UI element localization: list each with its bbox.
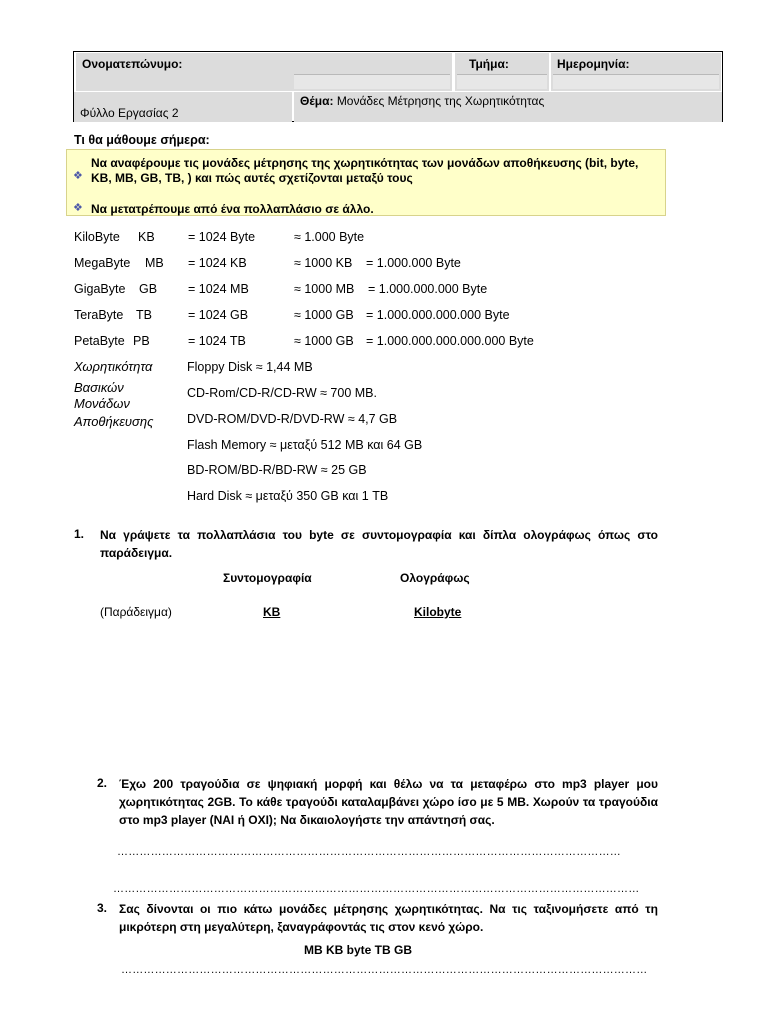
- unit-exact: = 1.000.000.000.000 Byte: [366, 308, 510, 322]
- unit-eq: = 1024 Byte: [188, 230, 256, 244]
- unit-name: GigaByte: [74, 282, 126, 296]
- media-flash: Flash Memory ≈ μεταξύ 512 MB και 64 GB: [187, 438, 423, 452]
- media-dvd: DVD-ROM/DVD-R/DVD-RW ≈ 4,7 GB: [187, 412, 398, 426]
- media-floppy: Floppy Disk ≈ 1,44 MB: [187, 360, 313, 374]
- exercise-2-text: Έχω 200 τραγούδια σε ψηφιακή μορφή και θέλω να τα μεταφέρω στο mp3 player μου χωρητικότητας 2GB. Το κάθε τραγούδι καταλαμβάνει χώρο ίσο με 5 MB. Χωρούν τα τραγούδια στο mp3 player (ΝΑΙ ή ΟΧΙ); Να δικαιολογήστε την απάντησή σας.: [119, 777, 658, 827]
- exercise-3-number: 3.: [97, 901, 108, 915]
- goal-1-line-2: KB, MB, GB, TB, ) και πώς αυτές σχετίζονται μεταξύ τους: [91, 171, 413, 185]
- goal-2: Να μετατρέπουμε από ένα πολλαπλάσιο σε άλλο.: [91, 202, 374, 216]
- unit-exact: = 1.000.000.000.000.000 Byte: [366, 334, 534, 348]
- column-abbreviation: Συντομογραφία: [223, 571, 312, 585]
- media-cd: CD-Rom/CD-R/CD-RW ≈ 700 MB.: [187, 386, 377, 400]
- name-cell[interactable]: [76, 53, 452, 91]
- unit-eq: = 1024 MB: [188, 282, 249, 296]
- capacity-label: Χωρητικότητα: [74, 359, 153, 374]
- diamond-bullet-icon: ❖: [73, 202, 83, 214]
- column-full-name: Ολογράφως: [400, 571, 470, 585]
- unit-approx: ≈ 1.000 Byte: [294, 230, 365, 244]
- unit-approx: ≈ 1000 KB: [294, 256, 353, 270]
- exercise-3-text: Σας δίνονται οι πιο κάτω μονάδες μέτρησης χωρητικότητας. Να τις ταξινομήσετε από τη μικρότερη στη μεγαλύτερη, ξαναγράφοντάς τις στον κενό χώρο.: [119, 902, 658, 934]
- exercise-2-number: 2.: [97, 776, 108, 790]
- department-cell[interactable]: [455, 53, 549, 91]
- answer-line[interactable]: ……………………………………………………………………………………………………………………………: [113, 883, 640, 895]
- goal-1-line-1: Να αναφέρουμε τις μονάδες μέτρησης της χωρητικότητας των μονάδων αποθήκευσης (bit, byte,: [91, 156, 639, 170]
- unit-eq: = 1024 TB: [188, 334, 246, 348]
- unit-abbr: GB: [139, 282, 158, 296]
- unit-approx: ≈ 1000 MB: [294, 282, 355, 296]
- answer-line[interactable]: ……………………………………………………………………………………………………………………………: [121, 964, 648, 976]
- example-abbreviation: KB: [263, 605, 281, 619]
- unit-abbr: KB: [138, 230, 155, 244]
- capacity-label: Βασικών: [74, 380, 124, 395]
- answer-line[interactable]: ………………………………………………………………………………………………………………………: [117, 846, 621, 858]
- intro-title: Τι θα μάθουμε σήμερα:: [74, 133, 210, 147]
- unit-exact: = 1.000.000 Byte: [366, 256, 461, 270]
- exercise-1-number: 1.: [74, 527, 85, 541]
- media-harddisk: Hard Disk ≈ μεταξύ 350 GB και 1 TB: [187, 489, 389, 503]
- unit-eq: = 1024 GB: [188, 308, 249, 322]
- worksheet-cell: [74, 92, 292, 122]
- date-cell[interactable]: [551, 53, 721, 91]
- name-label: Ονοματεπώνυμο:: [82, 57, 183, 71]
- unit-name: TeraByte: [74, 308, 124, 322]
- unit-abbr: MB: [145, 256, 164, 270]
- unit-approx: ≈ 1000 GB: [294, 334, 354, 348]
- worksheet-label: Φύλλο Εργασίας 2: [80, 106, 179, 120]
- date-label: Ημερομηνία:: [557, 57, 630, 71]
- diamond-bullet-icon: ❖: [73, 170, 83, 182]
- example-label: (Παράδειγμα): [100, 605, 172, 619]
- exercise-1-text: Να γράψετε τα πολλαπλάσια του byte σε συντομογραφία και δίπλα ολογράφως όπως στο παράδειγμα.: [100, 528, 658, 560]
- unit-abbr: PB: [133, 334, 150, 348]
- department-label: Τμήμα:: [469, 57, 509, 71]
- unit-abbr: TB: [136, 308, 152, 322]
- header-table: [73, 51, 723, 122]
- example-full-name: Kilobyte: [414, 605, 462, 619]
- unit-eq: = 1024 KB: [188, 256, 247, 270]
- units-to-sort: MB KB byte TB GB: [304, 943, 412, 957]
- subject-cell: [294, 92, 722, 122]
- unit-name: PetaByte: [74, 334, 125, 348]
- capacity-label: Μονάδων: [74, 396, 130, 411]
- unit-approx: ≈ 1000 GB: [294, 308, 354, 322]
- subject-label: Θέμα:: [300, 94, 334, 108]
- subject-value: Μονάδες Μέτρησης της Χωρητικότητας: [336, 94, 545, 108]
- media-bluray: BD-ROM/BD-R/BD-RW ≈ 25 GB: [187, 463, 367, 477]
- unit-exact: = 1.000.000.000 Byte: [368, 282, 488, 296]
- unit-name: KiloByte: [74, 230, 120, 244]
- capacity-label: Αποθήκευσης: [74, 414, 154, 429]
- unit-name: MegaByte: [74, 256, 131, 270]
